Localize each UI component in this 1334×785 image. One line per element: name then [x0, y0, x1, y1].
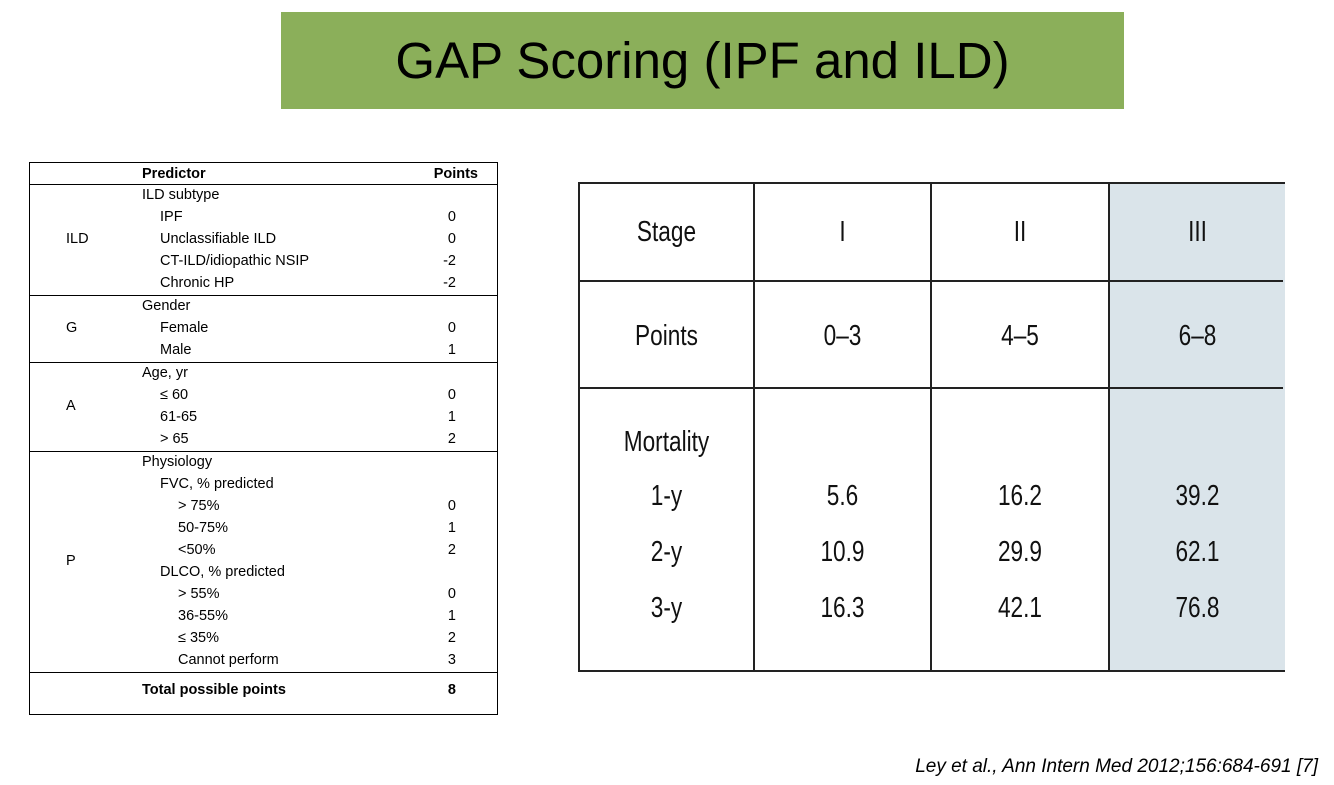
stage-label: Stage: [636, 216, 697, 248]
mortality-value: 62.1: [1175, 536, 1220, 568]
predictor-table-header: [30, 163, 497, 185]
predictor-label: 61-65: [160, 409, 198, 425]
predictor-label: Cannot perform: [178, 652, 279, 668]
header-predictor: Predictor: [142, 166, 206, 182]
predictor-points: 0: [447, 387, 456, 403]
stage-table: [578, 182, 1285, 672]
header-points: Points: [433, 166, 478, 182]
predictor-label: Age, yr: [142, 365, 188, 381]
predictor-points: 1: [447, 409, 456, 425]
predictor-points: 0: [447, 498, 456, 514]
predictor-label: 50-75%: [178, 520, 228, 536]
predictor-row: [30, 605, 497, 627]
predictor-points: -2: [443, 253, 456, 269]
predictor-table: [29, 162, 498, 715]
group-divider: [30, 672, 497, 673]
predictor-points: -2: [443, 275, 456, 291]
predictor-label: ≤ 60: [160, 387, 189, 403]
column-divider: [753, 184, 755, 670]
mortality-value: 16.3: [820, 592, 865, 624]
predictor-label: CT-ILD/idiopathic NSIP: [160, 253, 310, 269]
predictor-row: [30, 495, 497, 517]
points-stage-i: 0–3: [823, 320, 862, 352]
group-code: A: [66, 398, 76, 414]
mortality-row-label: 2-y: [650, 536, 683, 568]
mortality-value: 39.2: [1175, 480, 1220, 512]
total-points: 8: [447, 682, 456, 698]
predictor-points: 3: [447, 652, 456, 668]
predictor-row: [30, 272, 497, 294]
predictor-row: [30, 250, 497, 272]
group-code: G: [66, 320, 78, 336]
predictor-row: [30, 428, 497, 450]
predictor-points: 1: [447, 342, 456, 358]
predictor-points: 0: [447, 209, 456, 225]
mortality-value: 10.9: [820, 536, 865, 568]
predictor-label: 36-55%: [178, 608, 228, 624]
predictor-label: ILD subtype: [142, 187, 220, 203]
column-divider: [1108, 184, 1110, 670]
predictor-row: [30, 517, 497, 539]
total-row: [30, 679, 497, 701]
points-stage-ii: 4–5: [1001, 320, 1039, 352]
predictor-label: Physiology: [142, 454, 213, 470]
predictor-points: 0: [447, 320, 456, 336]
group-code: ILD: [66, 231, 89, 247]
predictor-label: Gender: [142, 298, 191, 314]
mortality-value: 76.8: [1175, 592, 1220, 624]
predictor-row: [30, 627, 497, 649]
group-code: P: [66, 553, 76, 569]
predictor-points: 1: [447, 608, 456, 624]
column-divider: [930, 184, 932, 670]
points-stage-iii: 6–8: [1178, 320, 1217, 352]
mortality-value: 5.6: [826, 480, 859, 512]
predictor-label: Unclassifiable ILD: [160, 231, 277, 247]
stage-i: I: [839, 216, 846, 248]
predictor-label: Chronic HP: [160, 275, 235, 291]
predictor-row: [30, 362, 497, 384]
predictor-row: [30, 451, 497, 473]
mortality-value: 42.1: [997, 592, 1043, 624]
predictor-label: Male: [160, 342, 192, 358]
predictor-label: Female: [160, 320, 209, 336]
mortality-label: Mortality: [623, 426, 710, 458]
predictor-points: 2: [447, 431, 456, 447]
citation: Ley et al., Ann Intern Med 2012;156:684-691 [7]: [915, 756, 1318, 777]
predictor-label: DLCO, % predicted: [160, 564, 285, 580]
row-divider: [580, 387, 1283, 389]
predictor-label: IPF: [160, 209, 183, 225]
mortality-row-label: 1-y: [650, 480, 683, 512]
predictor-row: [30, 339, 497, 361]
predictor-row: [30, 583, 497, 605]
predictor-label: ≤ 35%: [178, 630, 220, 646]
title-banner: [281, 12, 1124, 109]
row-divider: [580, 280, 1283, 282]
predictor-points: 2: [447, 542, 456, 558]
total-label: Total possible points: [142, 682, 286, 698]
predictor-row: [30, 473, 497, 495]
mortality-row-label: 3-y: [650, 592, 683, 624]
predictor-label: > 65: [160, 431, 189, 447]
predictor-points: 0: [447, 586, 456, 602]
mortality-value: 29.9: [997, 536, 1043, 568]
mortality-value: 16.2: [997, 480, 1043, 512]
stage-iii: III: [1188, 216, 1207, 248]
predictor-label: FVC, % predicted: [160, 476, 274, 492]
page-title: GAP Scoring (IPF and ILD): [395, 32, 1010, 89]
stage-ii: II: [1013, 216, 1027, 248]
predictor-row: [30, 206, 497, 228]
predictor-points: 0: [447, 231, 456, 247]
predictor-points: 1: [447, 520, 456, 536]
predictor-points: 2: [447, 630, 456, 646]
predictor-label: <50%: [178, 542, 216, 558]
predictor-label: > 75%: [178, 498, 220, 514]
predictor-row: [30, 649, 497, 671]
predictor-row: [30, 295, 497, 317]
predictor-label: > 55%: [178, 586, 220, 602]
predictor-row: [30, 184, 497, 206]
points-label: Points: [635, 320, 698, 352]
